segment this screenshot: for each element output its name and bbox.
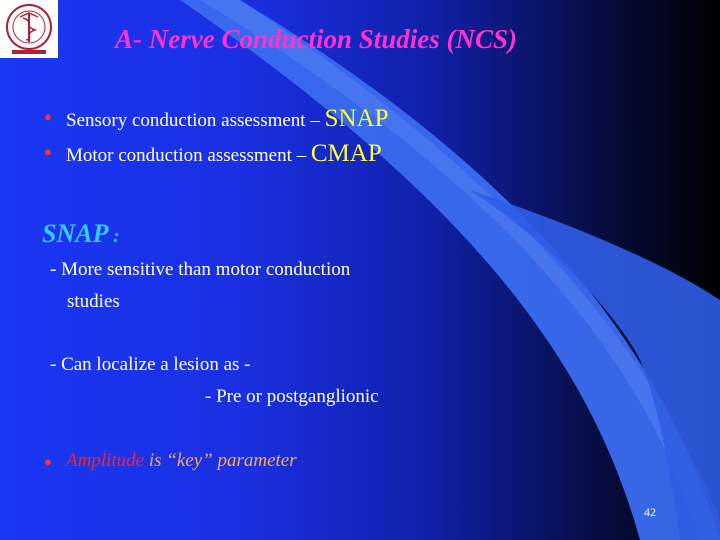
snap-heading-text: SNAP bbox=[42, 219, 109, 248]
page-number: 42 bbox=[644, 505, 656, 519]
sensitive-line-2: studies bbox=[67, 291, 120, 312]
localize-line: - Can localize a lesion as - bbox=[50, 354, 251, 375]
bullet-dot-icon: ● bbox=[44, 144, 52, 159]
bullet-dot-icon: ● bbox=[44, 454, 52, 469]
bullet-dot-icon: ● bbox=[44, 109, 52, 124]
slide-title: A- Nerve Conduction Studies (NCS) bbox=[115, 24, 518, 54]
amplitude-word: Amplitude bbox=[66, 450, 145, 471]
key-parameter-text: is “key” parameter bbox=[144, 450, 297, 471]
bullet-text: Sensory conduction assessment bbox=[66, 110, 311, 131]
pre-post-line: - Pre or postganglionic bbox=[205, 386, 379, 407]
snap-heading-colon: : bbox=[108, 226, 120, 247]
sensitive-line-1: - More sensitive than motor conduction bbox=[50, 259, 351, 280]
bullet-text: Motor conduction assessment – bbox=[66, 145, 311, 166]
institution-emblem-logo bbox=[0, 0, 58, 58]
acronym-snap: SNAP bbox=[324, 105, 389, 132]
snap-heading bbox=[42, 219, 120, 249]
acronym-cmap: CMAP bbox=[310, 140, 382, 167]
bullet-dash: – bbox=[310, 110, 325, 131]
